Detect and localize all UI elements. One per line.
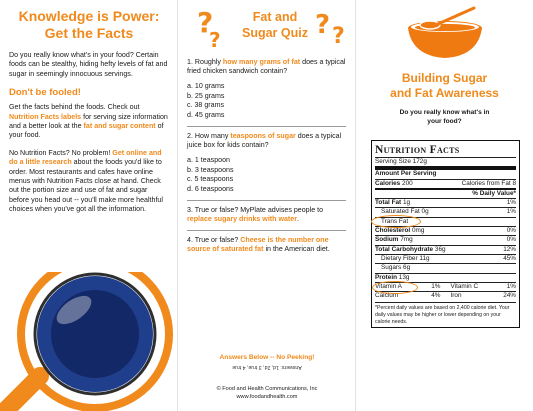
answers-key-upside-down: Answers: 1d, 2d, 3 true, 4 true [232,364,302,370]
nutrition-facts-label [371,140,520,328]
copyright: © Food and Health Communications, Inc [216,386,318,392]
amount-per-serving: Amount Per Serving [375,166,516,178]
option: a. 10 grams [187,81,225,90]
nutrient-row: Sodium 7mg 0% [375,236,516,244]
question-mark-icon: ? [315,10,331,40]
title-line-1: Knowledge is Power: [18,8,160,24]
research-paragraph: No Nutrition Facts? No problem! Get online and do a little research about the foods you'd like to order. Most restaurants and cafes have online menus with Nutrition Facts close at hand. Check out the portion size and use of fat and sugar before you head out -- you'll make more healthful choices when you've got all the information. [9,148,163,214]
quiz-question-2: 2. How many teaspoons of sugar does a typical juice box for kids contain? [187,132,342,150]
panel3-subtitle: Do you really know what's in your food? [399,109,490,125]
question-mark-icon: ? [332,24,345,49]
nutrient-row: Total Fat 1g 1% [375,199,516,207]
quiz-title: Fat and Sugar Quiz [242,10,308,40]
nutrient-rows [375,198,516,282]
nutrient-row: Total Carbohydrate 36g 12% [375,245,516,253]
question-mark-icon: ? [209,28,221,52]
quiz-question-1: 1. Roughly how many grams of fat does a typical fried chicken sandwich contain? [187,58,346,76]
nutrient-row: Dietary Fiber 11g 45% [375,254,516,263]
answers-heading: Answers Below -- No Peeking! [219,354,315,361]
nutrition-facts-title: Nutrition Facts [375,144,460,156]
option: d. 45 grams [187,111,225,120]
quiz-options-1 [187,82,346,121]
website-link[interactable]: www.foodandhealth.com [236,394,298,400]
quiz-question-3: 3. True or false? MyPlate advises people to replace sugary drinks with water. [187,206,324,224]
panel1-title [9,8,169,42]
nutrient-row: Sugars 6g [375,263,516,272]
option: d. 6 teaspoons [187,185,234,194]
total-fat-highlight-circle [371,215,421,228]
option: b. 25 grams [187,91,225,100]
option: c. 38 grams [187,101,225,110]
magnifying-glass-icon [0,272,178,411]
serving-size: Serving Size 172g [375,157,516,166]
panel-quiz [178,0,356,411]
nutrient-row: Saturated Fat 0g 1% [375,207,516,216]
bowl-and-spoon-icon [394,4,496,64]
question-mark-icon: ? [197,6,214,39]
nutrient-row: Trans Fat [375,217,516,226]
facts-paragraph: Get the facts behind the foods. Check out Nutrition Facts labels for serving size information and a better look at the fat and sugar content of your food. [9,103,168,140]
option: c. 5 teaspoons [187,175,234,184]
vitamin-row: Calcium 4% Iron 24% [375,292,516,300]
divider [187,126,346,127]
quiz-header [187,0,346,58]
option: a. 1 teaspoon [187,155,230,164]
divider [187,200,346,201]
nutrient-row: Cholesterol 0mg 0% [375,227,516,235]
title-line-2: Get the Facts [44,25,134,41]
dont-be-fooled-heading: Don't be fooled! [9,87,81,99]
nutrient-row: Protein 13g [375,273,516,282]
calories-row: Calories 200 Calories from Fat 8 [375,179,516,187]
option: b. 3 teaspoons [187,165,234,174]
credit [187,385,347,401]
quiz-question-4: 4. True or false? Cheese is the number one source of saturated fat in the American diet. [187,235,330,254]
panel3-title: Building Sugar and Fat Awareness [390,71,499,100]
panel-awareness [356,0,533,411]
quiz-options-2 [187,156,346,195]
intro-paragraph: Do you really know what's in your food? Certain foods can be stealthy, hiding hefty levels of fat and sugar in seemingly innocuous servings. [9,51,168,78]
panel-knowledge [0,0,178,411]
daily-value-header: % Daily Value* [375,188,516,198]
sugars-highlight-circle [372,281,418,294]
divider [187,230,346,231]
vitamin-row: Vitamin A 1% Vitamin C 1% [375,282,516,290]
nutrition-footnote: *Percent daily values are based on 2,400 calorie diet. Your daily values may be higher or lower depending on your calorie needs. [375,302,516,325]
